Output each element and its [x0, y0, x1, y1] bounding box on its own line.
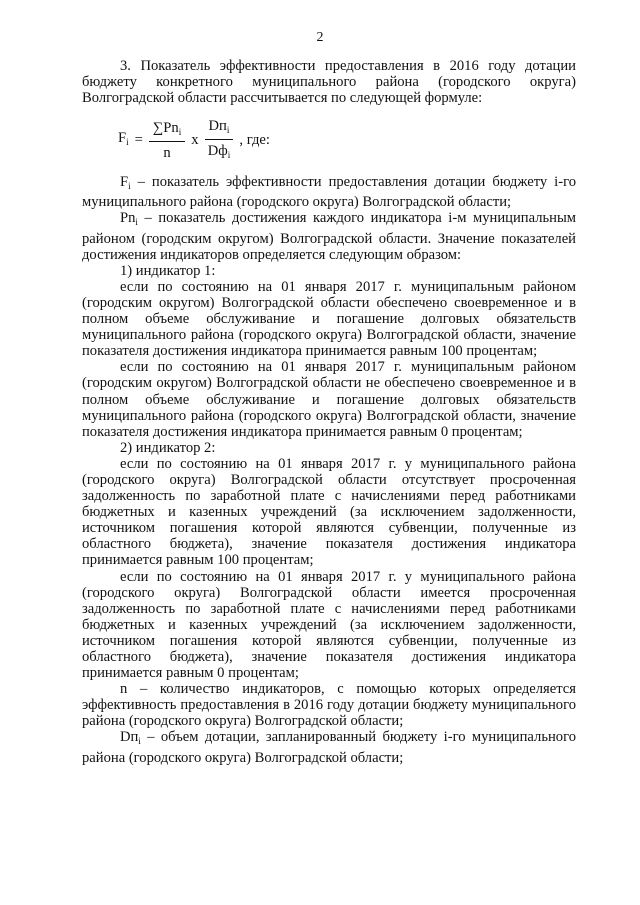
formula-fraction-1: $\frac{\sum Pn_i}{n}$	[149, 120, 185, 161]
indicator-1-title: 1) индикатор 1:	[120, 262, 216, 279]
document-body	[82, 58, 576, 766]
formula-lhs: $F_i$	[118, 130, 129, 148]
paragraph-intro: 3. Показатель эффективности предоставления в 2016 году дотации бюджету конкретного муниципального района (городского округа) Волгоградской области рассчитывается по следующей формуле:	[82, 58, 576, 107]
formula	[118, 118, 576, 162]
definition-Pn: $Pn_i$ – показатель достижения каждого индикатора i-м муниципальным районом (городским округом) Волгоградской области. Значение показателей достижения индикаторов определяется следующим образом:	[82, 210, 576, 263]
formula-equals: =	[134, 132, 143, 149]
definition-Dp: $Dп_i$ – объем дотации, запланированный бюджету i-го муниципального района (городского округа) Волгоградской области;	[82, 729, 576, 766]
definition-n: n – количество индикаторов, с помощью которых определяется эффективность предоставления в 2016 году дотации бюджету муниципального района (городского округа) Волгоградской области;	[82, 681, 576, 730]
indicator-2-case-1: если по состоянию на 01 января 2017 г. у муниципального района (городского округа) Волгоградской области отсутствует просроченная задолженность по заработной плате с начислениями перед работниками бюджетных и казенных учреждений (за исключением задолженности, источником погашения которой являются субвенции, полученные из областного бюджета), значение показателя достижения индикатора принимается равным 100 процентам;	[82, 455, 576, 569]
indicator-1-case-1: если по состоянию на 01 января 2017 г. муниципальным районом (городским округом) Волгоградской области обеспечено своевременное и в полном объеме обслуживание и погашение долговых обязательств муниципального района (городского округа) Волгоградской области, значение показателя достижения индикатора принимается равным 100 процентам;	[82, 278, 576, 360]
indicator-2-case-2: если по состоянию на 01 января 2017 г. у муниципального района (городского округа) Волгоградской области имеется просроченная задолженность по заработной плате с начислениями перед работниками бюджетных и казенных учреждений (за исключением задолженности, источником погашения которой являются субвенции, полученные из областного бюджета), значение показателя достижения индикатора принимается равным 0 процентам;	[82, 568, 576, 682]
indicator-1-case-2: если по состоянию на 01 января 2017 г. муниципальным районом (городским округом) Волгоградской области не обеспечено своевременное и в полном объеме обслуживание и погашение долговых обязательств муниципального района (городского округа) Волгоградской области, значение показателя достижения индикатора принимается равным 0 процентам;	[82, 359, 576, 440]
formula-fraction-2: $\frac{Dп_i}{Dф_i}$	[205, 118, 234, 163]
definition-F: $F_i$ – показатель эффективности предоставления дотации бюджету i-го муниципального района (городского округа) Волгоградской области;	[82, 174, 576, 211]
indicator-2-title: 2) индикатор 2:	[120, 439, 216, 456]
page-number: 2	[316, 30, 324, 45]
formula-tail: , где:	[239, 132, 270, 149]
formula-times: x	[191, 132, 199, 149]
